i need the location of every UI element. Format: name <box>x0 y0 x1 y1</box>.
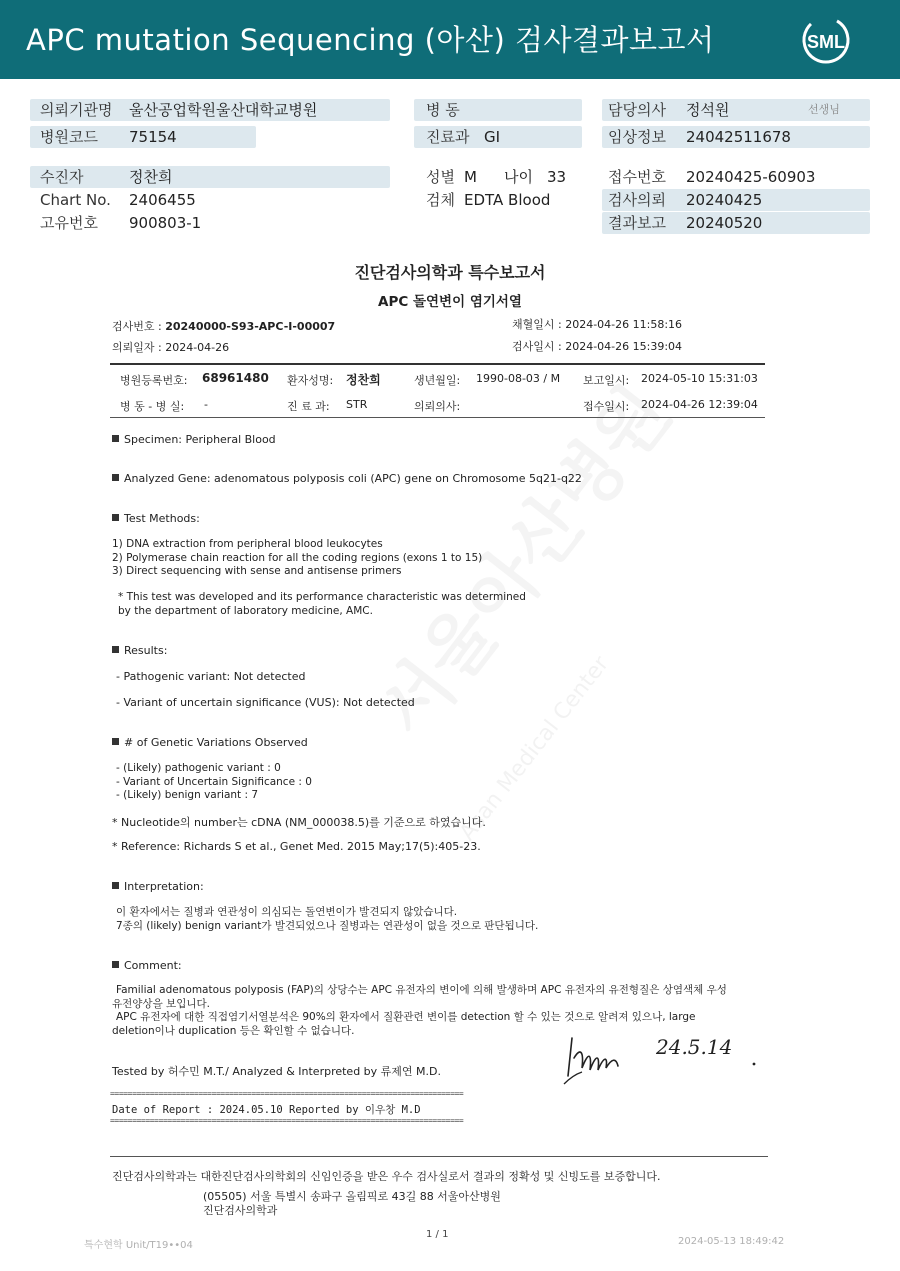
tested-by: Tested by 허수민 M.T./ Analyzed & Interpreted by 류제연 M.D. <box>112 1065 441 1078</box>
report-date-row: 결과보고 20240520 <box>602 212 870 234</box>
address: (05505) 서울 특별시 송파구 올림픽로 43길 88 서울아산병원 <box>203 1190 501 1203</box>
results-title: Results: <box>112 644 167 657</box>
hospital-code-row: 병원코드 75154 <box>30 126 256 148</box>
doc-title: 진단검사의학과 특수보고서 <box>354 263 546 282</box>
method-item: 2) Polymerase chain reaction for all the coding regions (exons 1 to 15) <box>112 551 483 564</box>
methods-title: Test Methods: <box>112 512 200 525</box>
footer-timestamp: 2024-05-13 18:49:42 <box>678 1236 785 1247</box>
method-note: * This test was developed and its performance characteristic was determined by the department of laboratory medicine, AMC. <box>118 591 526 617</box>
test-datetime: 검사일시 : 2024-04-26 15:39:04 <box>512 340 683 353</box>
institution-row: 의뢰기관명 울산공업학원울산대학교병원 <box>30 99 390 121</box>
footer-rule <box>110 1156 768 1157</box>
report-title: APC mutation Sequencing (아산) 검사결과보고서 <box>26 23 715 57</box>
institution-value: 울산공업학원울산대학교병원 <box>129 101 318 119</box>
sex-age-row: 성별 M 나이 33 <box>426 168 567 186</box>
sml-logo <box>798 12 854 68</box>
analyzed-gene-line: Analyzed Gene: adenomatous polyposis coli (APC) gene on Chromosome 5q21-q22 <box>112 472 582 485</box>
table-top-rule <box>110 363 765 365</box>
method-item: 1) DNA extraction from peripheral blood leukocytes <box>112 538 383 550</box>
request-date: 의뢰일자 : 2024-04-26 <box>112 341 230 354</box>
footer-unit: 특수현학 Unit/T19••04 <box>84 1240 193 1251</box>
patient-row: 수진자 정찬희 <box>30 166 390 188</box>
request-row: 검사의뢰 20240425 <box>602 189 870 211</box>
patient-table-row2: 병 동 - 병 실: <box>120 400 185 413</box>
variations-list <box>116 762 312 803</box>
certification-text: 진단검사의학과는 대한진단검사의학회의 신임인증을 받은 우수 검사실로서 결과의 정확성 및 신빙도를 보증합니다. <box>112 1170 661 1183</box>
page-number: 1 / 1 <box>426 1229 449 1240</box>
signature-date: 24.5.14 <box>656 1035 733 1059</box>
result-vus: - Variant of uncertain significance (VUS): Not detected <box>116 696 415 709</box>
eq-divider-top: ================================================================================ <box>110 1089 464 1098</box>
test-number: 검사번호 : 20240000-S93-APC-I-00007 <box>112 320 336 333</box>
specimen-line: Specimen: Peripheral Blood <box>112 433 276 446</box>
date-of-report: Date of Report : 2024.05.10 Reported by 이우창 M.D <box>112 1104 421 1116</box>
result-pathogenic: - Pathogenic variant: Not detected <box>116 670 306 683</box>
nucleotide-note: * Nucleotide의 number는 cDNA (NM_000038.5)를 기준으로 하였습니다. <box>112 816 486 829</box>
interpretation-title: Interpretation: <box>112 880 204 893</box>
variations-title: # of Genetic Variations Observed <box>112 736 308 749</box>
doctor-row: 담당의사 정석원 선생님 <box>602 99 870 121</box>
variation-item: - (Likely) benign variant : 7 <box>116 789 259 801</box>
svg-text:SML: SML <box>807 32 845 52</box>
comment-text: Familial adenomatous polyposis (FAP)의 상당수는 APC 유전자의 변이에 의해 발생하며 APC 유전자의 유전형질은 상염색체 우성 유전양상을 보입니다. APC 유전자에 대한 직접염기서열분석은 90%의 환자에서 질환관련 변이를 detection 할 수 있는 것으로 알려져 있으나, large deletion이나 duplication 등은 확인할 수 없습니다. <box>112 984 727 1037</box>
ward-row: 병 동 <box>414 99 582 121</box>
comment-title: Comment: <box>112 959 182 972</box>
eq-divider-bottom: ================================================================================ <box>110 1116 464 1125</box>
signature-mark <box>560 1028 760 1090</box>
patient-name: 정찬희 <box>129 168 173 186</box>
variation-item: - Variant of Uncertain Significance : 0 <box>116 775 312 788</box>
doc-subtitle: APC 돌연변이 염기서열 <box>378 294 522 310</box>
method-item: 3) Direct sequencing with sense and antisense primers <box>112 565 402 577</box>
patient-table-row1: 병원등록번호: <box>120 374 188 387</box>
table-bottom-rule <box>110 417 765 418</box>
methods-list <box>112 538 482 579</box>
dept-row: 진료과 GI <box>414 126 582 148</box>
specimen-row: 검체 EDTA Blood <box>426 191 551 209</box>
clinical-row: 임상정보 24042511678 <box>602 126 870 148</box>
dept-name: 진단검사의학과 <box>203 1204 278 1217</box>
variation-item: - (Likely) pathogenic variant : 0 <box>116 762 281 774</box>
id-row: 고유번호 900803-1 <box>40 214 202 232</box>
collect-datetime: 채혈일시 : 2024-04-26 11:58:16 <box>512 318 683 331</box>
hospital-watermark-en: Asan Medical Center <box>455 651 615 846</box>
doctor-value: 정석원 <box>686 101 730 119</box>
reference-note: * Reference: Richards S et al., Genet Med. 2015 May;17(5):405-23. <box>112 840 481 853</box>
report-header <box>0 0 900 79</box>
receipt-row: 접수번호 20240425-60903 <box>608 168 816 186</box>
chart-row: Chart No. 2406455 <box>40 191 196 209</box>
interpretation-text: 이 환자에서는 질병과 연관성이 의심되는 돌연변이가 발견되지 않았습니다. 7종의 (likely) benign variant가 발견되었으나 질병과는 연관성이 없을 것으로 판단됩니다. <box>116 906 539 932</box>
